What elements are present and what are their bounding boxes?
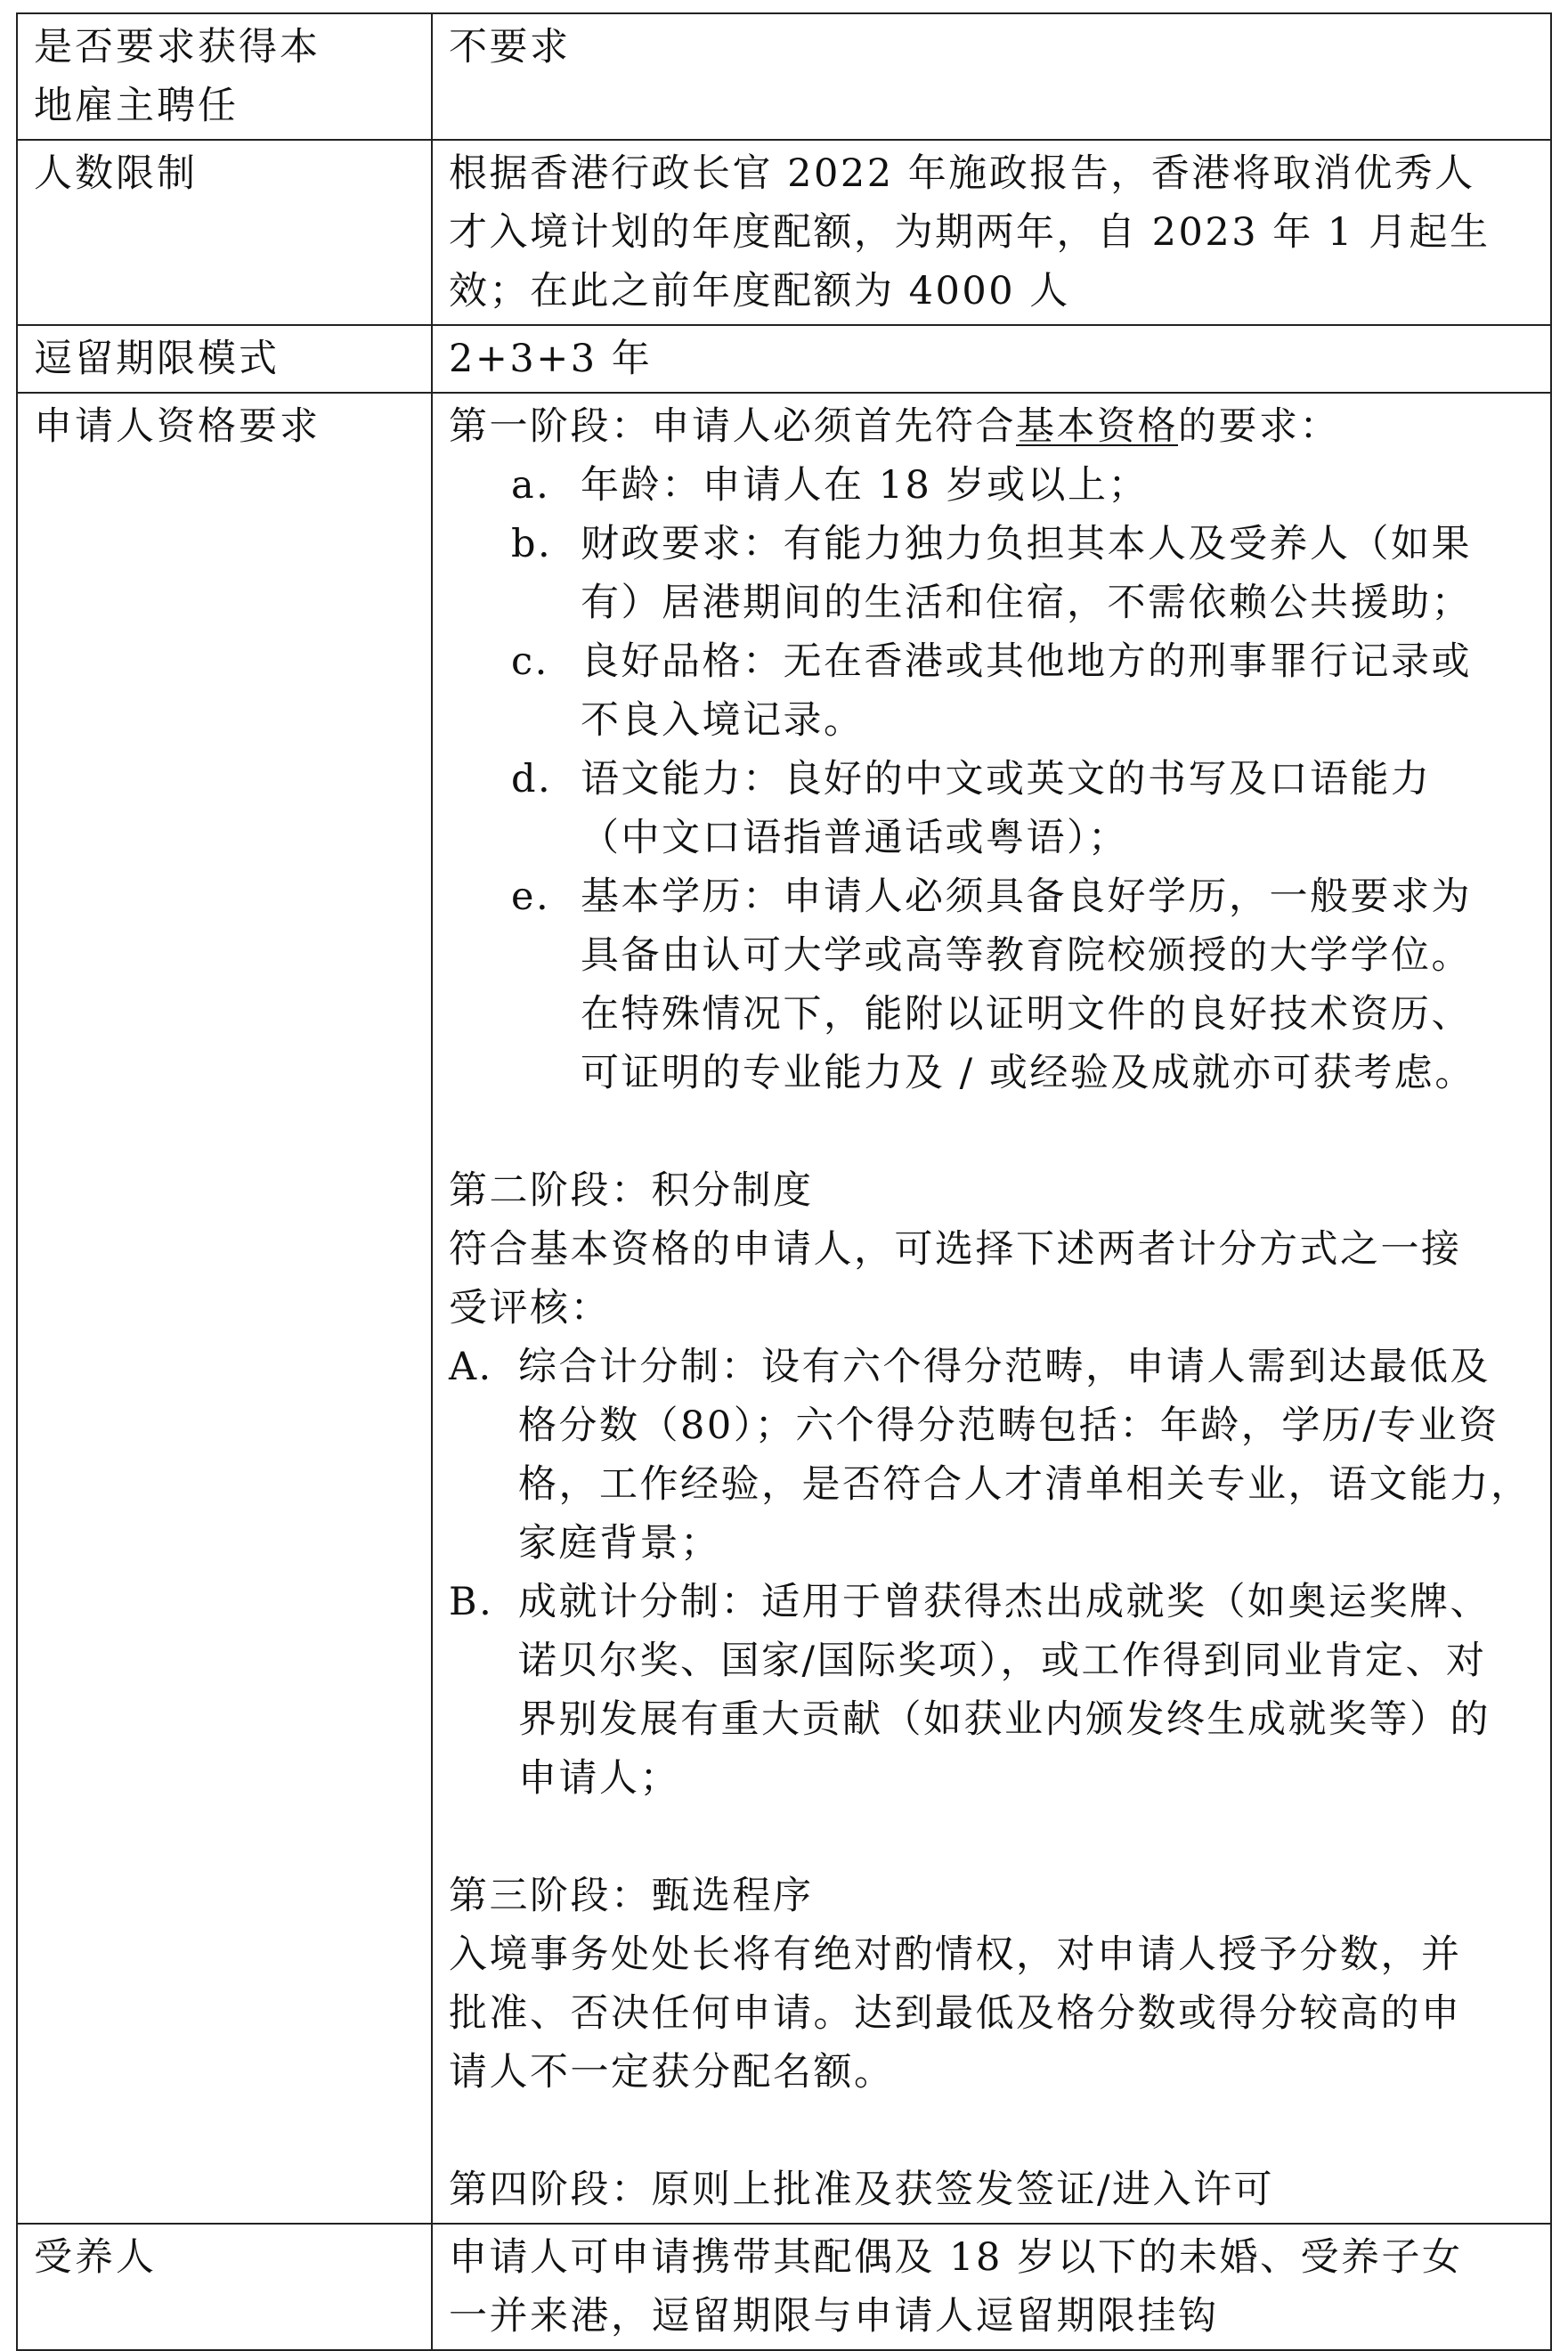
list-item: A. 综合计分制：设有六个得分范畴，申请人需到达最低及 格分数（80）；六个得分范畴包括：年龄，学历/专业资 格，工作经验，是否符合人才清单相关专业，语文能力， 家庭背景； [449,1345,1531,1566]
row-value: 第一阶段：申请人必须首先符合基本资格的要求： a. 年龄：申请人在 18 岁或以上； b. 财政要求：有能力独力负担其本人及受养人（如果 有）居港期间的生活和住宿，不需依赖公共援助； c. 良好品格：无在香港或其他地方的刑事罪行记录或 不良入境记录。 d. 语文能力：良好的中文或英文的书写及口语能力 （中文口语指普通话或粤语）； e. 基本学历：申请人必须具备良好学历，一般要求为 具备由认可大学或高等教育院校颁授的大学学位。 在特殊情况下，能附以证明文件的良好技术资历、 可证明的专业能力及 / 或经验及成就亦可获考虑。 第二阶段：积分制度 符合基本资格的申请人，可选择下述两者计分方式之一接 受评核： A. 综合计分制：设有六个得分范畴，申请人需到达最低及 格分数（80）；六个得分范畴包括：年龄，学历/专业资 格，工作经验，是否符合人才清单相关专业，语文能力， 家庭背景； B. 成就计分制：适用于曾获得杰出成就奖（如奥运奖牌、 诺贝尔奖、国家/国际奖项），或工作得到同业肯定、对 界别发展有重大贡献（如获业内颁发终生成就奖等）的 申请人； 第三阶段：甄选程序 入境事务处处长将有绝对酌情权，对申请人授予分数，并 批准、否决任何申请。达到最低及格分数或得分较高的申 请人不一定获分配名额。 第四阶段：原则上批准及获签发签证/进入许可 [432,393,1551,2224]
list-item: d. 语文能力：良好的中文或英文的书写及口语能力 （中文口语指普通话或粤语）； [511,757,1432,860]
list-item: e. 基本学历：申请人必须具备良好学历，一般要求为 具备由认可大学或高等教育院校颁授的大学学位。 在特殊情况下，能附以证明文件的良好技术资历、 可证明的专业能力及 / 或经验及成就亦可获考虑。 [511,875,1475,1095]
stage4-title: 第四阶段：原则上批准及获签发签证/进入许可 [449,2168,1274,2212]
label-line: 是否要求获得本 [34,25,321,69]
value-text: 不要求 [449,25,571,69]
row-label: 逗留期限模式 [17,325,432,393]
table-row-dependants [17,2224,1551,2350]
table-row-employer [17,13,1551,140]
table-row-stay [17,325,1551,393]
list-item: B. 成就计分制：适用于曾获得杰出成就奖（如奥运奖牌、 诺贝尔奖、国家/国际奖项），或工作得到同业肯定、对 界别发展有重大贡献（如获业内颁发终生成就奖等）的 申请人； [449,1580,1491,1801]
stage2-list [449,1338,1536,1808]
list-item: c. 良好品格：无在香港或其他地方的刑事罪行记录或 不良入境记录。 [511,639,1472,743]
table-row-quota [17,140,1551,325]
row-value: 2+3+3 年 [432,325,1551,393]
stage1-list [449,456,1536,1102]
row-label [17,13,432,140]
list-item: b. 财政要求：有能力独力负担其本人及受养人（如果 有）居港期间的生活和住宿，不需依赖公共援助； [511,522,1472,625]
row-label: 申请人资格要求 [17,393,432,2224]
row-value: 根据香港行政长官 2022 年施政报告，香港将取消优秀人 才入境计划的年度配额，为期两年，自 2023 年 1 月起生 效；在此之前年度配额为 4000 人 [432,140,1551,325]
row-value [432,13,1551,140]
row-label: 人数限制 [17,140,432,325]
stage1-title: 第一阶段：申请人必须首先符合基本资格的要求： [449,404,1340,449]
row-value: 申请人可申请携带其配偶及 18 岁以下的未婚、受养子女 一并来港，逗留期限与申请人逗留期限挂钩 [432,2224,1551,2350]
stage3-title: 第三阶段：甄选程序 [449,1874,814,1918]
scheme-table [16,12,1552,2351]
stage2-title: 第二阶段：积分制度 [449,1168,814,1213]
row-label: 受养人 [17,2224,432,2350]
label-line: 地雇主聘任 [34,84,239,128]
list-item: a. 年龄：申请人在 18 岁或以上； [511,463,1150,508]
basic-eligibility-link[interactable]: 基本资格 [1016,404,1178,449]
table-row-eligibility [17,393,1551,2224]
